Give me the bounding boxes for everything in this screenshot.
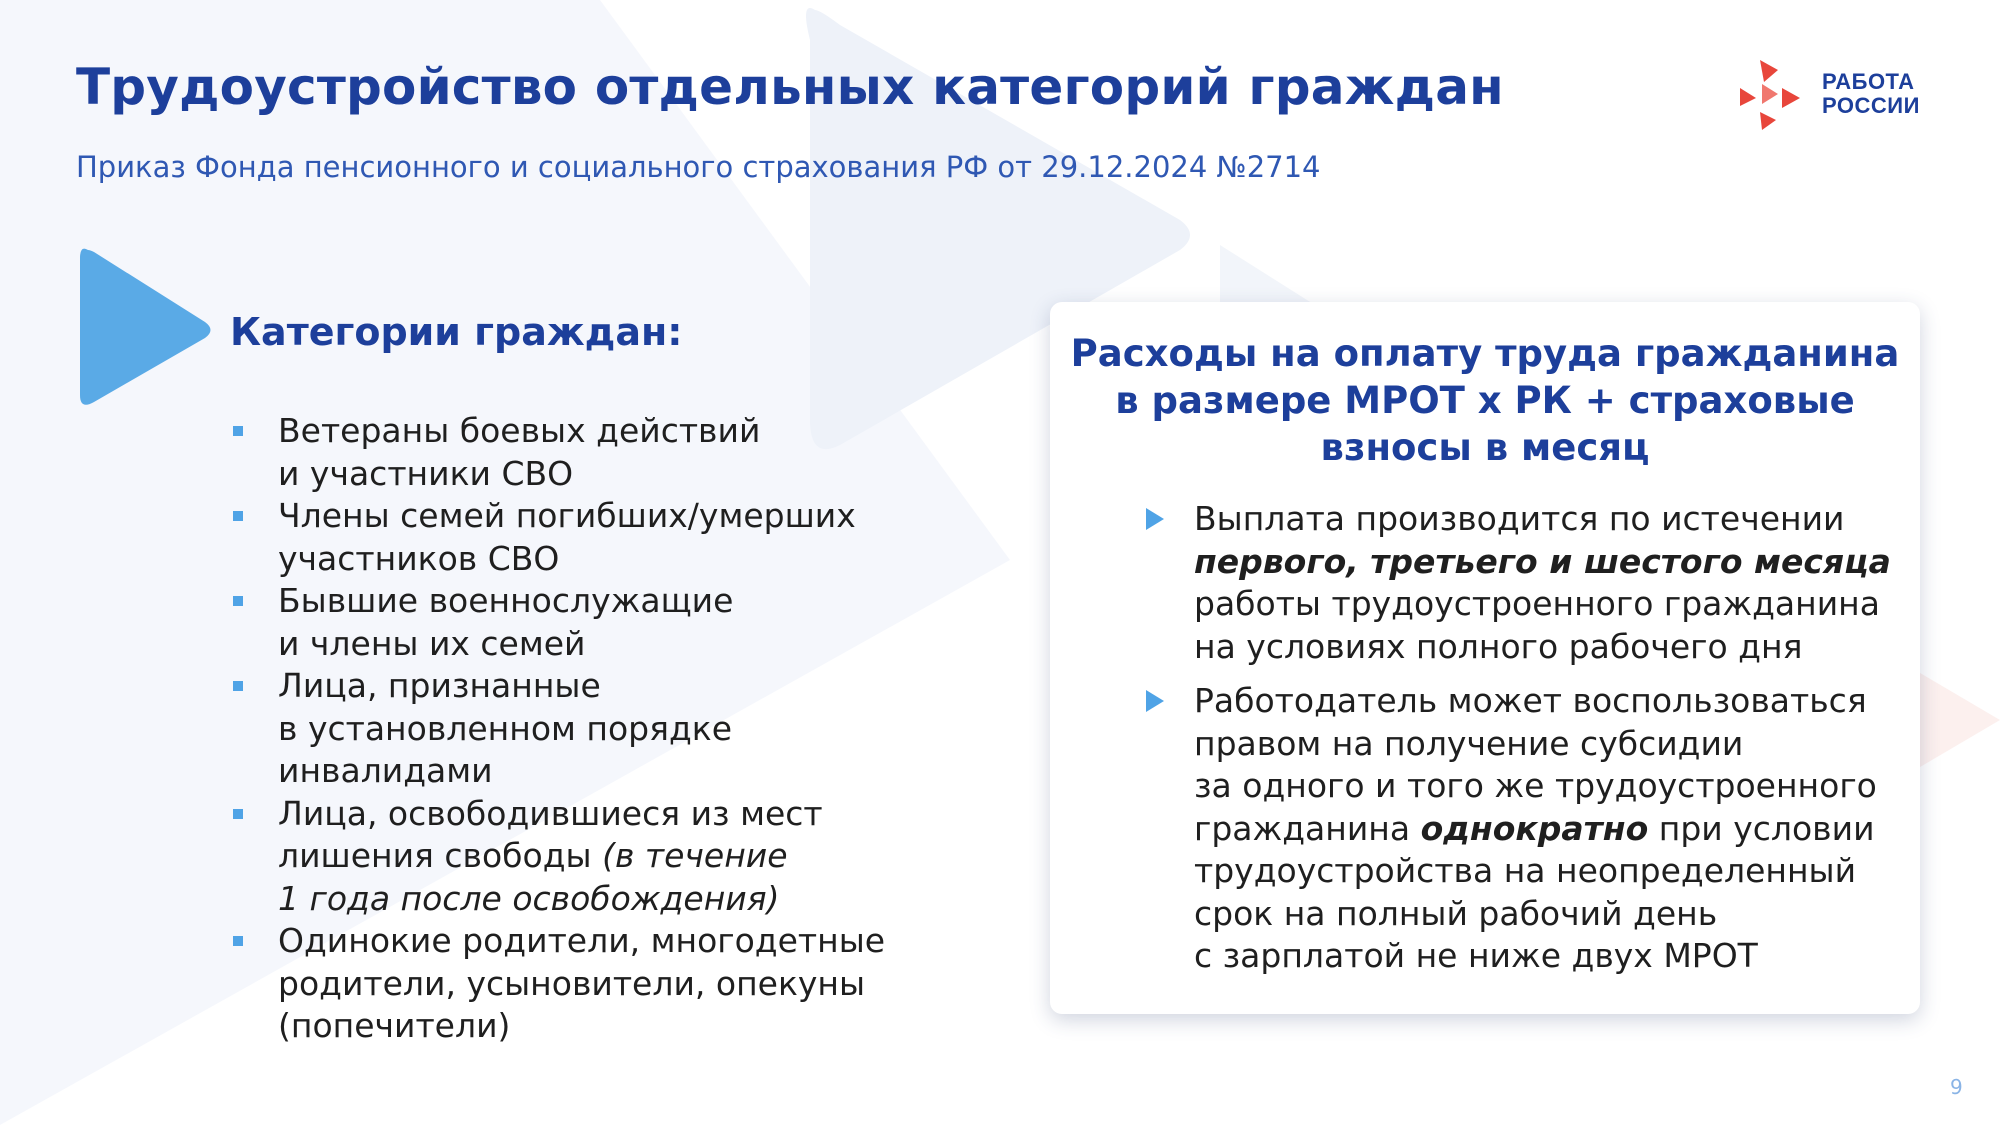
list-item: Ветераны боевых действий и участники СВО xyxy=(230,410,970,495)
payment-conditions-list xyxy=(1098,498,1908,990)
list-item: Одинокие родители, многодетные родители, усыновители, опекуны (попечители) xyxy=(230,920,970,1048)
payment-info-card xyxy=(1050,302,1920,1014)
square-bullet-icon xyxy=(233,511,243,521)
page-title: Трудоустройство отдельных категорий граждан xyxy=(76,58,1504,116)
square-bullet-icon xyxy=(233,936,243,946)
list-item: Члены семей погибших/умерших участников СВО xyxy=(230,495,970,580)
square-bullet-icon xyxy=(233,681,243,691)
page-number: 9 xyxy=(1950,1075,1963,1099)
logo-text xyxy=(1822,70,1920,118)
triangle-bullet-icon xyxy=(1146,508,1164,530)
square-bullet-icon xyxy=(233,426,243,436)
list-item: Работодатель может воспользоваться правом на получение субсидии за одного и того же трудоустроенного гражданина однократно при условии трудоустройства на неопределенный срок на полный рабочий день с зарплатой не ниже двух МРОТ xyxy=(1098,680,1908,978)
triangle-bullet-icon xyxy=(1146,690,1164,712)
card-heading: Расходы на оплату труда гражданина в размере МРОТ х РК + страховые взносы в месяц xyxy=(1070,332,1900,469)
list-item: Бывшие военнослужащие и члены их семей xyxy=(230,580,970,665)
list-item: Лица, освободившиеся из мест лишения свободы (в течение 1 года после освобождения) xyxy=(230,793,970,921)
square-bullet-icon xyxy=(233,596,243,606)
square-bullet-icon xyxy=(233,809,243,819)
logo-line-2: РОССИИ xyxy=(1822,93,1920,118)
rabota-rossii-logo-icon xyxy=(1738,58,1812,132)
page-subtitle: Приказ Фонда пенсионного и социального страхования РФ от 29.12.2024 №2714 xyxy=(76,150,1321,184)
categories-heading: Категории граждан: xyxy=(230,310,683,354)
list-item: Выплата производится по истечении первого, третьего и шестого месяца работы трудоустроенного гражданина на условиях полного рабочего дня xyxy=(1098,498,1908,668)
categories-list xyxy=(230,410,970,1048)
logo-line-1: РАБОТА xyxy=(1822,69,1915,94)
list-item: Лица, признанные в установленном порядке инвалидами xyxy=(230,665,970,793)
rabota-rossii-logo xyxy=(1738,58,1938,132)
